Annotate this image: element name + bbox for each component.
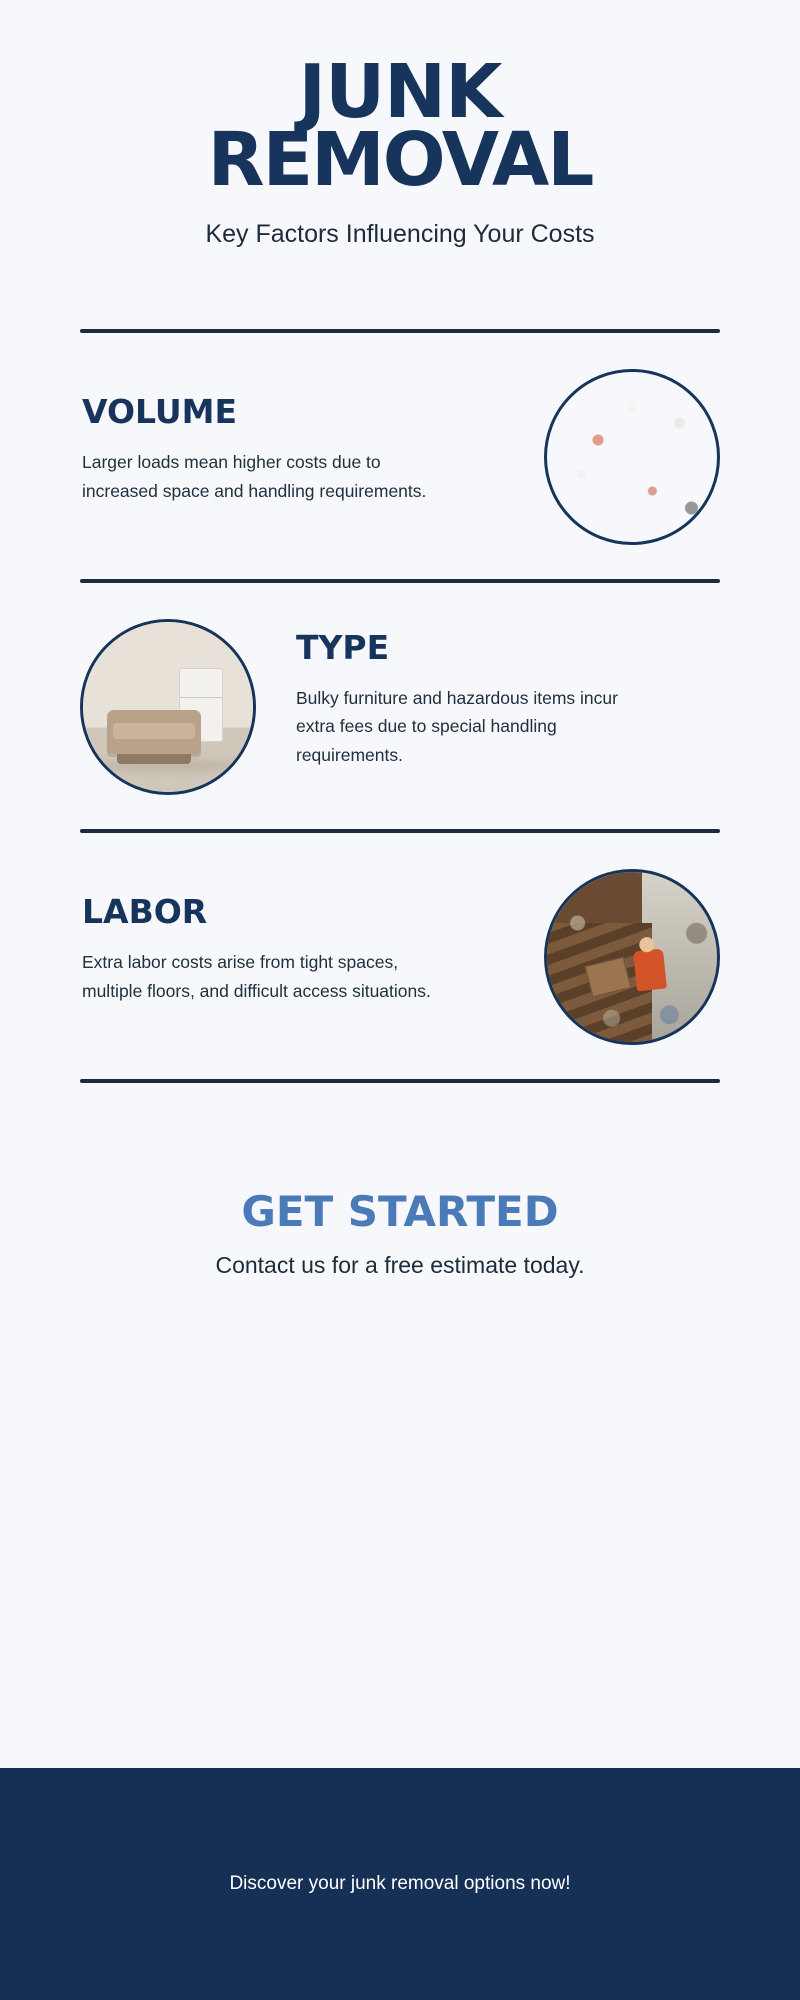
divider-bottom [80, 1079, 720, 1083]
section-volume [80, 333, 720, 579]
title-line-2: REMOVAL [207, 117, 593, 204]
section-volume-text [80, 392, 514, 523]
footer [0, 1768, 800, 2000]
clutter-overlay [547, 872, 717, 1042]
worker-carrying-items-photo [544, 869, 720, 1045]
section-volume-title: VOLUME [82, 391, 238, 431]
sections-list [0, 329, 800, 1083]
page-title [0, 49, 800, 204]
footer-text: Discover your junk removal options now! [229, 1873, 571, 1894]
section-labor [80, 833, 720, 1079]
living-room-furniture-photo [80, 619, 256, 795]
title-line-1: JUNK [298, 49, 502, 135]
section-labor-text [80, 892, 514, 1023]
section-type-title: TYPE [296, 627, 390, 667]
section-labor-title: LABOR [82, 891, 208, 931]
page-subtitle: Key Factors Influencing Your Costs [205, 220, 595, 249]
sofa-shape [107, 710, 201, 754]
section-labor-body: Extra labor costs arise from tight spaces, multiple floors, and difficult access situations. [82, 952, 431, 1001]
worker-image [547, 872, 717, 1042]
junk-pile-image [547, 372, 717, 542]
section-type-body: Bulky furniture and hazardous items incur extra fees due to special handling requirements. [296, 688, 618, 765]
header [0, 0, 800, 249]
section-volume-body: Larger loads mean higher costs due to increased space and handling requirements. [82, 452, 427, 501]
cta-subtitle: Contact us for a free estimate today. [215, 1252, 585, 1279]
living-room-image [83, 622, 253, 792]
junk-pile-photo [544, 369, 720, 545]
cta-title: GET STARTED [241, 1187, 559, 1237]
section-type [80, 583, 720, 829]
cta-block [0, 1187, 800, 1279]
section-type-text [286, 628, 720, 787]
